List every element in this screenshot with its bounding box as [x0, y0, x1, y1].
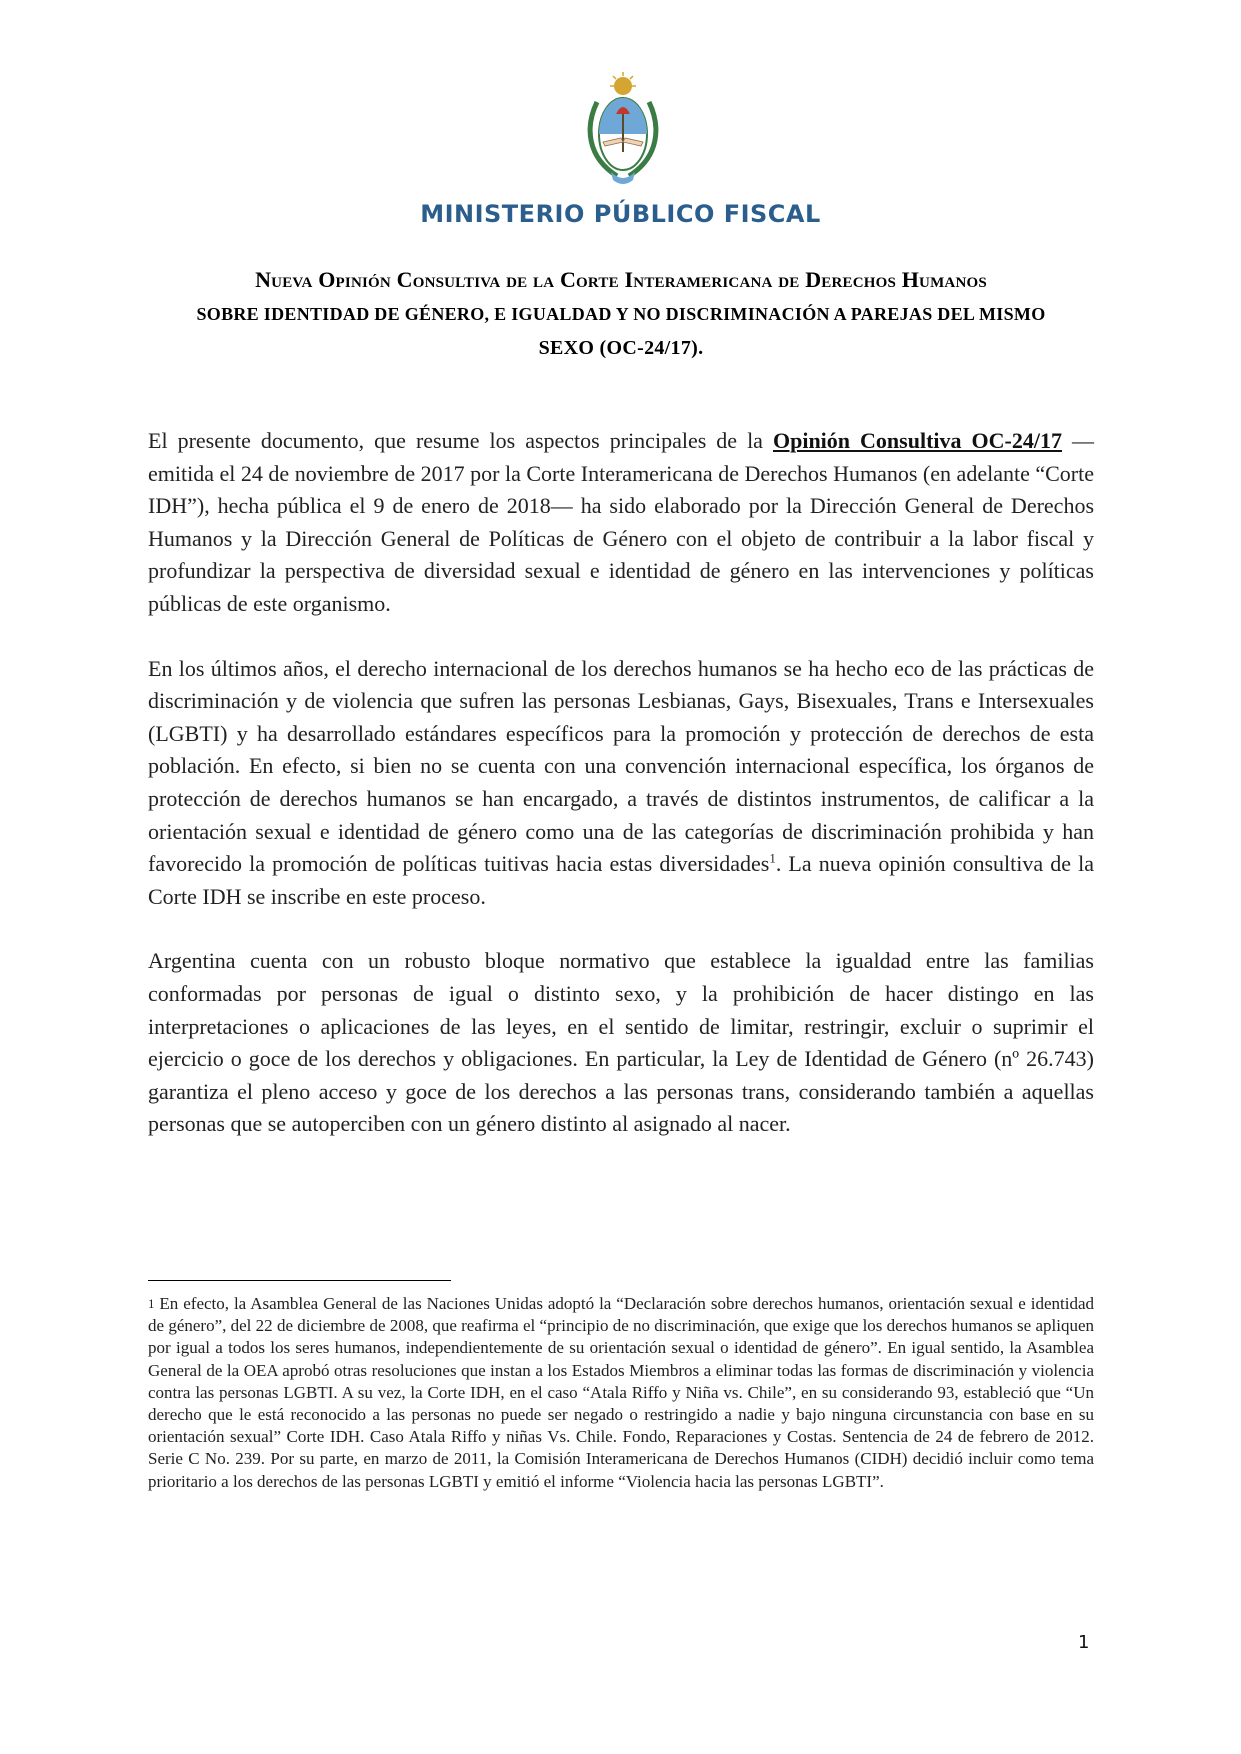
document-body	[148, 425, 1094, 1173]
title-line-2: SOBRE IDENTIDAD DE GÉNERO, E IGUALDAD Y NO DISCRIMINACIÓN A PAREJAS DEL MISMO	[196, 304, 1046, 324]
footnote	[148, 1293, 1094, 1493]
organization-name: MINISTERIO PÚBLICO FISCAL	[420, 200, 821, 228]
title-line-1: Nueva Opinión Consultiva de la Corte Interamericana de Derechos Humanos	[255, 267, 987, 292]
paragraph-2-rest: . La nueva opinión consultiva de la Corte IDH se inscribe en este proceso.	[148, 851, 1094, 909]
paragraph-1-rest: —emitida el 24 de noviembre de 2017 por la Corte Interamericana de Derechos Humanos (en adelante “Corte IDH”), hecha pública el 9 de enero de 2018— ha sido elaborado por la Dirección General de Derechos Humanos y la Dirección General de Políticas de Género con el objeto de contribuir a la labor fiscal y profundizar la perspectiva de diversidad sexual e identidad de género en las intervenciones y políticas públicas de este organismo.	[148, 428, 1095, 616]
footnote-number: 1	[148, 1296, 155, 1311]
footnote-divider	[148, 1280, 451, 1281]
footnote-text: En efecto, la Asamblea General de las Naciones Unidas adoptó la “Declaración sobre derechos humanos, orientación sexual e identidad de género”, del 22 de diciembre de 2008, que reafirma el “principio de no discriminación, que exige que los derechos humanos se apliquen por igual a todos los seres humanos, independientemente de su orientación sexual o identidad de género”. En igual sentido, la Asamblea General de la OEA aprobó otras resoluciones que instan a los Estados Miembros a eliminar todas las formas de discriminación y violencia contra las personas LGBTI. A su vez, la Corte IDH, en el caso “Atala Riffo y Niña vs. Chile”, en su considerando 93, estableció que “Un derecho que le está reconocido a las personas no puede ser negado o restringido a nadie y bajo ninguna circunstancia con base en su orientación sexual” Corte IDH. Caso Atala Riffo y niñas Vs. Chile. Fondo, Reparaciones y Costas. Sentencia de 24 de febrero de 2012. Serie C No. 239. Por su parte, en marzo de 2011, la Comisión Interamericana de Derechos Humanos (CIDH) decidió incluir como tema prioritario a los derechos de las personas LGBTI y emitió el informe “Violencia hacia las personas LGBTI”.	[148, 1294, 1094, 1491]
page-number: 1	[1078, 1632, 1090, 1653]
title-line-3: SEXO (OC-24/17).	[538, 337, 704, 359]
paragraph-1	[148, 425, 1094, 621]
paragraph-1-intro: El presente documento, que resume los aspectos principales de la	[148, 428, 773, 453]
paragraph-2-text: En los últimos años, el derecho internacional de los derechos humanos se ha hecho eco de las prácticas de discriminación y de violencia que sufren las personas Lesbianas, Gays, Bisexuales, Trans e Intersexuales (LGBTI) y ha desarrollado estándares específicos para la promoción y protección de derechos de esta población. En efecto, si bien no se cuenta con una convención internacional específica, los órganos de protección de derechos humanos se han encargado, a través de distintos instrumentos, de calificar a la orientación sexual e identidad de género como una de las categorías de discriminación prohibida y han favorecido la promoción de políticas tuitivas hacia estas diversidades	[148, 655, 1094, 877]
paragraph-3: Argentina cuenta con un robusto bloque normativo que establece la igualdad entre las familias conformadas por personas de igual o distinto sexo, y la prohibición de hacer distingo en las interpretaciones o aplicaciones de las leyes, en el sentido de limitar, restringir, excluir o suprimir el ejercicio o goce de los derechos y obligaciones. En particular, la Ley de Identidad de Género (nº 26.743) garantiza el pleno acceso y goce de los derechos a las personas trans, considerando también a aquellas personas que se autoperciben con un género distinto al asignado al nacer.	[148, 948, 1094, 1137]
opinion-consultiva-link[interactable]: Opinión Consultiva OC-24/17	[772, 428, 1062, 453]
footnote-reference[interactable]: 1	[769, 850, 776, 866]
paragraph-2	[148, 653, 1094, 914]
document-title	[150, 263, 1092, 365]
argentine-coat-of-arms-icon	[583, 72, 663, 190]
